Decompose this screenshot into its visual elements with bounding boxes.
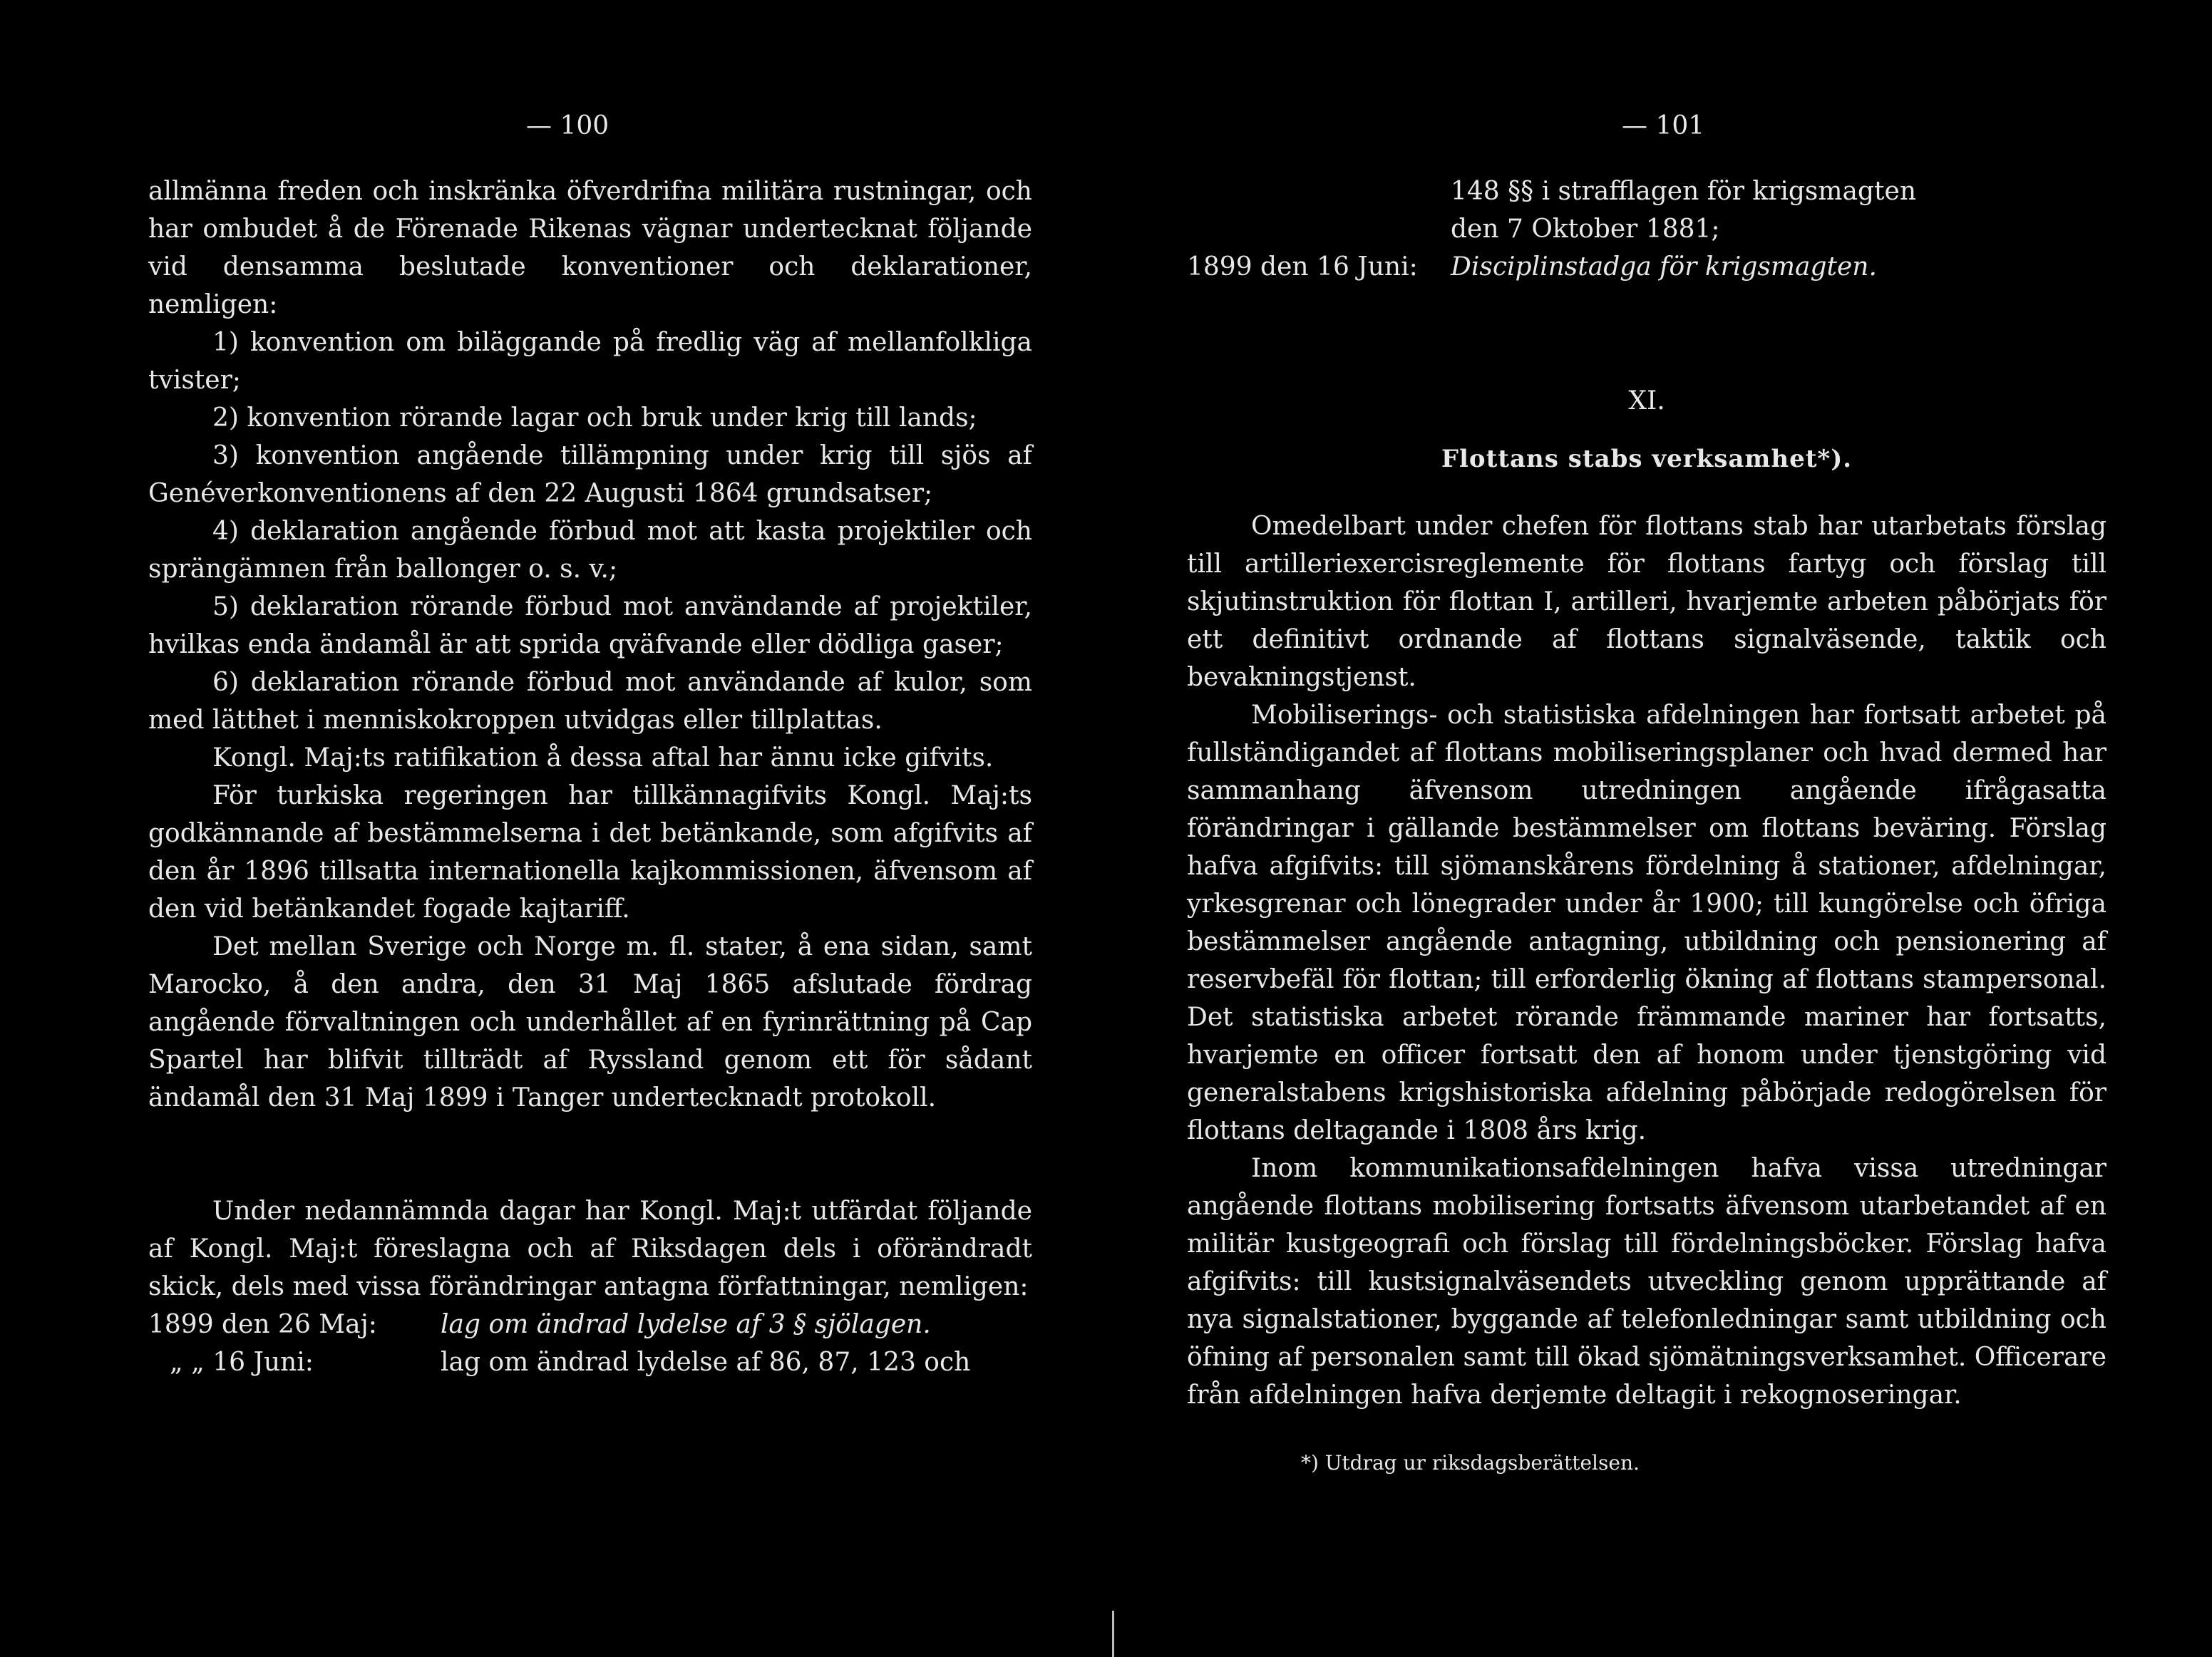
paragraph: Inom kommunikationsafdelningen hafva vissa utredningar angående flottans mobilisering fortsatts äfvensom utarbetandet af en militär kustgeografi och förslag till fördelningsböcker. Förslag hafva afgifvits: till kustsignalväsendets utveckling genom upprättande af nya signalstationer, byggande af telefonledningar samt utbildning och öfning af personalen samt till ökad sjömätningsverksamhet. Officerare från afdelningen hafva derjemte deltagit i rekognoseringar. [1187,1154,2106,1410]
entry-date: „ „ 16 Juni: [170,1348,314,1377]
entry-text: lag om ändrad lydelse af 3 § sjölagen. [441,1310,931,1339]
page-number-right: — 101 [1622,111,1705,140]
left-page [148,0,1032,1657]
continuation-line: den 7 Oktober 1881; [1451,215,1720,244]
page-number-left: — 100 [526,111,609,140]
entry-date: 1899 den 16 Juni: [1187,252,1418,282]
entry-text: Disciplinstadga för krigsmagten. [1451,252,1877,282]
paragraph: Det mellan Sverige och Norge m. fl. stater, å ena sidan, samt Marocko, å den andra, den 31 Maj 1865 afslutade fördrag angående förvaltningen och underhållet af en fyrinrättning på Cap Spartel har blifvit tillträdt af Ryssland genom ett för sådant ändamål den 31 Maj 1899 i Tanger undertecknadt protokoll. [148,932,1032,1113]
page-fold-mark [1112,1611,1114,1657]
law-entry [1187,248,2106,286]
paragraph: allmänna freden och inskränka öfverdrifna militära rustningar, och har ombudet å de Förenade Rikenas vägnar undertecknat följande vid densamma beslutade konventioner och deklarationer, nemligen: [148,177,1032,319]
paragraph: Omedelbart under chefen för flottans stab har utarbetats förslag till artilleriexercisreglemente för flottans fartyg och förslag till skjutinstruktion för flottan I, artilleri, hvarjemte arbeten påbörjats för ett definitivt ordnande af flottans signalväsende, taktik och bevakningstjenst. [1187,512,2106,692]
continuation-block [1187,172,2106,286]
list-item: 5) deklaration rörande förbud mot användande af projektiler, hvilkas enda ändamål är att sprida qväfvande eller dödliga gaser; [148,592,1032,659]
spacer [148,1117,1032,1192]
paragraph: Kongl. Maj:ts ratifikation å dessa aftal har ännu icke gifvits. [212,743,994,773]
list-item: 3) konvention angående tillämpning under krig till sjös af Genéverkonventionens af den 22 Augusti 1864 grundsatser; [148,441,1032,508]
list-item: 2) konvention rörande lagar och bruk under krig till lands; [212,403,977,433]
section-numeral: XI. [1628,386,1665,415]
right-page-body [1187,507,2106,1414]
paragraph: Mobiliserings- och statistiska afdelningen har fortsatt arbetet på fullständigandet af flottans mobiliseringsplaner och hvad dermed har sammanhang äfvensom utredningen angående ifrågasatta förändringar i gällande bestämmelser om flottans beväring. Förslag hafva afgifvits: till sjömanskårens fördelning å stationer, afdelningar, yrkesgrenar och lönegrader under år 1900; till kungörelse och öfriga bestämmelser angående antagning, utbildning och pensionering af reservbefäl för flottan; till erforderlig ökning af flottans stampersonal. Det statistiska arbetet rörande främmande mariner har fortsatts, hvarjemte en officer fortsatt den af honom under tjenstgöring vid generalstabens krigshistoriska afdelning påbörjade redogörelsen för flottans deltagande i 1808 års krig. [1187,701,2106,1145]
continuation-line: 148 §§ i strafflagen för krigsmagten [1451,177,1917,206]
entry-date: 1899 den 26 Maj: [148,1310,377,1339]
entry-text: lag om ändrad lydelse af 86, 87, 123 och [441,1348,971,1377]
law-entry [148,1343,1032,1381]
left-page-body [148,172,1032,1381]
list-item: 4) deklaration angående förbud mot att kasta projektiler och sprängämnen från ballonger o. s. v.; [148,517,1032,584]
closing-paragraph: Under nedannämnda dagar har Kongl. Maj:t utfärdat följande af Kongl. Maj:t föreslagna och af Riksdagen dels i oförändradt skick, dels med vissa förändringar antagna författningar, nemligen: [148,1197,1032,1301]
footnote: *) Utdrag ur riksdagsberättelsen. [1301,1451,1640,1475]
list-item: 6) deklaration rörande förbud mot användande af kulor, som med lätthet i menniskokroppen utvidgas eller tillplattas. [148,668,1032,735]
paragraph: För turkiska regeringen har tillkännagifvits Kongl. Maj:ts godkännande af bestämmelserna i det betänkande, som afgifvits af den år 1896 tillsatta internationella kajkommissionen, äfvensom af den vid betänkandet fogade kajtariff. [148,781,1032,924]
right-page [1187,0,2106,1657]
list-item: 1) konvention om biläggande på fredlig väg af mellanfolkliga tvister; [148,328,1032,395]
section-title: Flottans stabs verksamhet*). [1441,445,1853,473]
law-entry [148,1306,1032,1343]
